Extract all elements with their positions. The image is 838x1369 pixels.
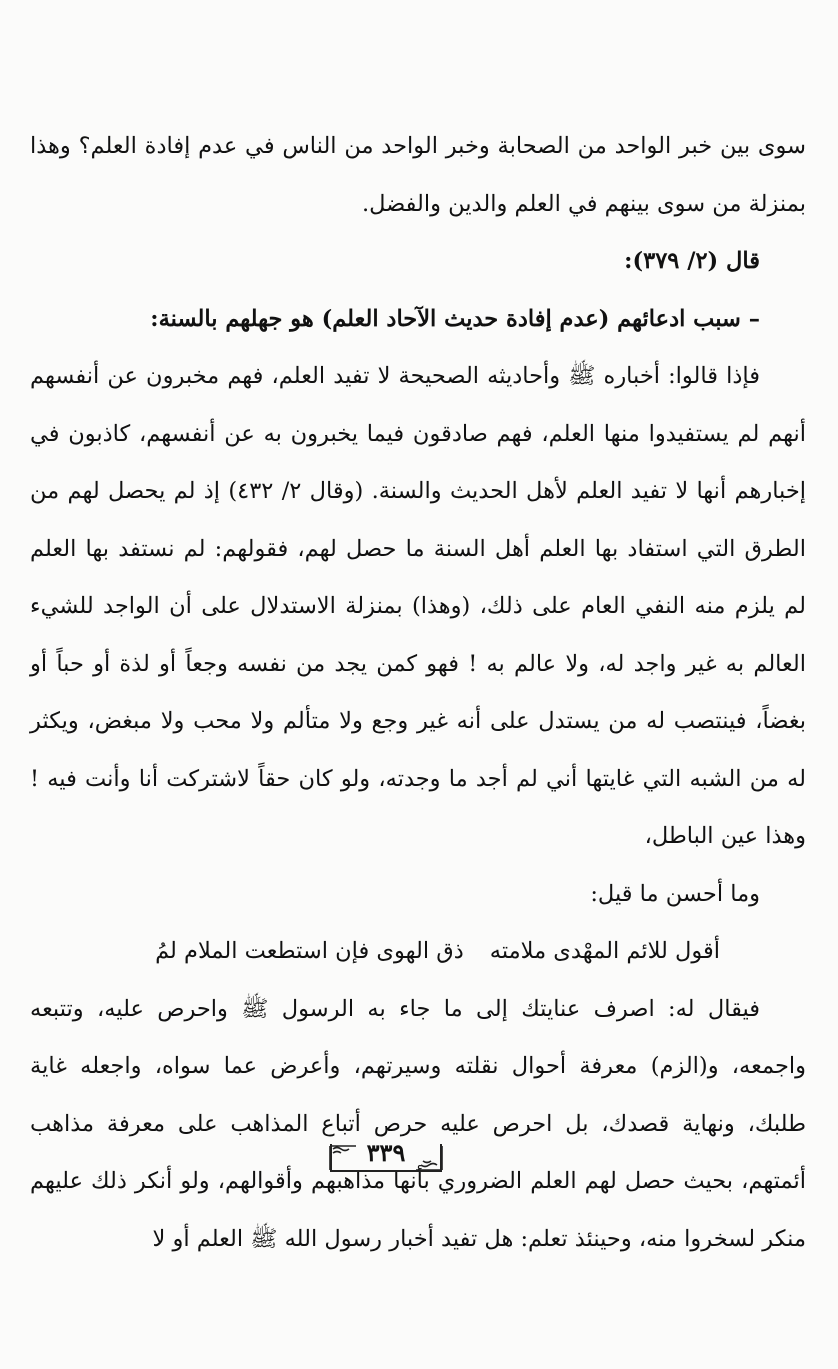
page-body xyxy=(30,118,806,1268)
paragraph-main: فإذا قالوا: أخباره ﷺ وأحاديثه الصحيحة لا تفيد العلم، فهم مخبرون عن أنفسهم أنهم لم يستفيدوا منها العلم، فهم صادقون فيما يخبرون به عن أنفسهم، كاذبون في إخبارهم أنها لا تفيد العلم لأهل الحديث والسنة. (وقال ٢/ ٤٣٢) إذ لم يحصل لهم من الطرق التي استفاد بها العلم أهل السنة ما حصل لهم، فقولهم: لم نستفد بها العلم لم يلزم منه النفي العام على ذلك، (وهذا) بمنزلة الاستدلال على أن الواجد للشيء العالم به غير واجد له، ولا عالم به ! فهو كمن يجد من نفسه وجعاً أو لذة أو حباً أو بغضاً، فينتصب له من يستدل على أنه غير وجع ولا متألم ولا محب ولا مبغض، ويكثر له من الشبه التي غايتها أني لم أجد ما وجدته، ولو كان حقاً لاشتركت أنا وأنت فيه ! وهذا عين الباطل، xyxy=(30,363,807,849)
poem-intro: وما أحسن ما قيل: xyxy=(590,880,760,907)
poem-verse xyxy=(30,923,806,981)
citation-heading: قال (٢/ ٣٧٩): xyxy=(624,248,760,274)
section-heading: – سبب ادعائهم (عدم إفادة حديث الآحاد العلم) هو جهلهم بالسنة: xyxy=(150,305,760,332)
page-number: ٣٣٩ xyxy=(366,1138,406,1167)
page-number-box xyxy=(330,1140,442,1180)
poem-second-hemistich: ذق الهوى فإن استطعت الملام لمُ xyxy=(155,938,464,964)
poem-first-hemistich: أقول للائم المهْدى ملامته xyxy=(489,938,720,964)
paragraph-intro: سوى بين خبر الواحد من الصحابة وخبر الواحد من الناس في عدم إفادة العلم؟ وهذا بمنزلة من سوى بينهم في العلم والدين والفضل. xyxy=(30,133,806,217)
paragraph-final: فيقال له: اصرف عنايتك إلى ما جاء به الرسول ﷺ واحرص عليه، وتتبعه واجمعه، و(الزم) معرفة أحوال نقلته وسيرتهم، وأعرض عما سواه، واجعله غاية طلبك، ونهاية قصدك، بل احرص عليه حرص أتباع المذاهب على معرفة مذاهب أئمتهم، بحيث حصل لهم العلم الضروري بأنها مذاهبهم وأقوالهم، ولو أنكر ذلك عليهم منكر لسخروا منه، وحينئذ تعلم: هل تفيد أخبار رسول الله ﷺ العلم أو لا xyxy=(30,995,806,1252)
